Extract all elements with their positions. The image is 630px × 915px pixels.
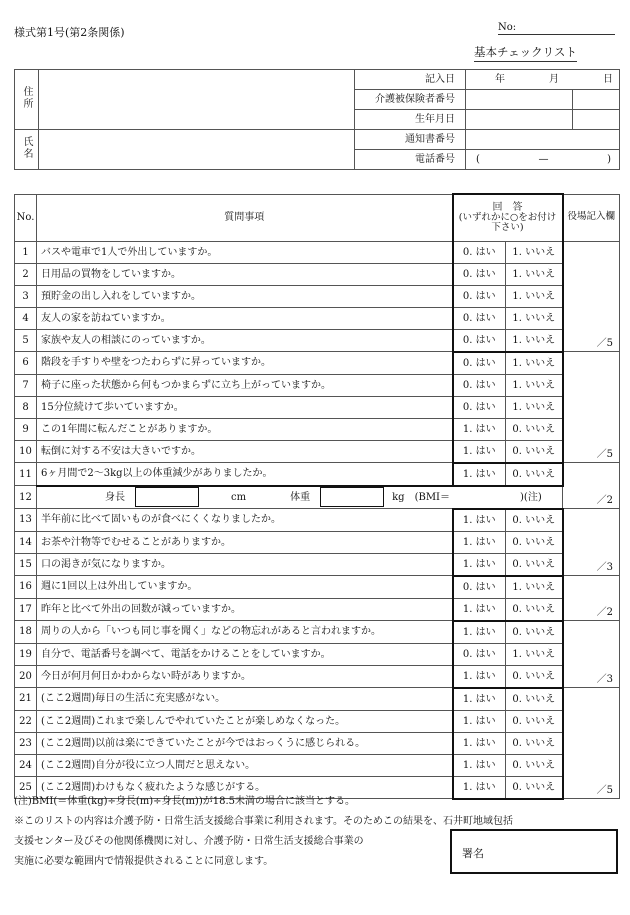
answer-option-2[interactable]: 0. いいえ	[506, 754, 563, 776]
row-number: 25	[15, 776, 37, 799]
notice-number-field[interactable]	[466, 130, 620, 150]
col-header-question: 質問事項	[37, 194, 453, 241]
question-text: 昨年と比べて外出の回数が減っていますか。	[37, 598, 453, 621]
answer-option-2[interactable]: 1. いいえ	[506, 643, 563, 665]
question-text: 階段を手すりや壁をつたわらずに昇っていますか。	[37, 352, 453, 375]
signature-field[interactable]	[450, 829, 618, 874]
bmi-note-ref: )(注)	[520, 491, 542, 503]
answer-option-2[interactable]: 0. いいえ	[506, 463, 563, 486]
consent-note-line-3: 実施に必要な範囲内で情報提供されることに同意します。	[14, 856, 274, 867]
insured-number-field[interactable]	[466, 90, 573, 110]
table-row	[15, 329, 620, 352]
applicant-info-table	[14, 69, 620, 170]
answer-option-2[interactable]: 0. いいえ	[506, 688, 563, 711]
row-number: 8	[15, 396, 37, 418]
row-number: 3	[15, 285, 37, 307]
answer-option-1[interactable]: 0. はい	[453, 307, 506, 329]
question-text: (ここ2週間)自分が役に立つ人間だと思えない。	[37, 754, 453, 776]
office-score-field[interactable]: ／5	[563, 688, 620, 799]
table-row	[15, 263, 620, 285]
table-row	[15, 307, 620, 329]
address-field[interactable]	[39, 70, 355, 130]
kg-unit: kg	[392, 491, 405, 503]
table-row	[15, 396, 620, 418]
answer-option-2[interactable]: 1. いいえ	[506, 307, 563, 329]
entry-date-label: 記入日	[355, 70, 466, 90]
question-text: (ここ2週間)これまで楽しんでやれていたことが楽しめなくなった。	[37, 710, 453, 732]
table-row	[15, 643, 620, 665]
question-text: 6ヶ月間で2～3kg以上の体重減少がありましたか。	[37, 463, 453, 486]
table-row	[15, 688, 620, 711]
question-text: お茶や汁物等でむせることがありますか。	[37, 531, 453, 553]
answer-option-1[interactable]: 1. はい	[453, 598, 506, 621]
birth-date-field[interactable]	[466, 110, 573, 130]
bmi-label: (BMI＝	[414, 491, 451, 503]
table-row	[15, 621, 620, 644]
weight-label: 体重	[290, 491, 311, 503]
row-number: 5	[15, 329, 37, 352]
table-row	[15, 576, 620, 599]
answer-option-2[interactable]: 0. いいえ	[506, 776, 563, 799]
year-label: 年	[495, 74, 505, 85]
question-text: 今日が何月何日かわからない時がありますか。	[37, 665, 453, 688]
month-label: 月	[549, 74, 559, 85]
table-row	[15, 598, 620, 621]
answer-option-1[interactable]: 0. はい	[453, 285, 506, 307]
form-number: 様式第1号(第2条関係)	[14, 26, 125, 39]
table-row	[15, 463, 620, 486]
table-row	[15, 418, 620, 440]
answer-option-2[interactable]: 1. いいえ	[506, 263, 563, 285]
answer-option-2[interactable]: 0. いいえ	[506, 598, 563, 621]
answer-option-1[interactable]: 0. はい	[453, 329, 506, 352]
answer-option-1[interactable]: 1. はい	[453, 776, 506, 799]
height-input[interactable]	[135, 487, 199, 507]
answer-option-1[interactable]: 0. はい	[453, 374, 506, 396]
table-row	[15, 732, 620, 754]
row-number: 13	[15, 509, 37, 532]
bmi-row	[37, 486, 563, 509]
cm-unit: cm	[231, 491, 247, 503]
answer-option-1[interactable]: 1. はい	[453, 463, 506, 486]
consent-note-line-2: 支援センター及びその他関係機関に対し、介護予防・日常生活支援総合事業の	[14, 836, 364, 847]
answer-option-2[interactable]: 0. いいえ	[506, 531, 563, 553]
answer-option-1[interactable]: 0. はい	[453, 241, 506, 263]
phone-field[interactable]: ( — )	[466, 150, 620, 170]
table-row	[15, 509, 620, 532]
address-label: 住所	[15, 70, 39, 130]
office-score-field[interactable]: ／3	[563, 621, 620, 688]
answer-option-2[interactable]: 0. いいえ	[506, 621, 563, 644]
col-header-office: 役場記入欄	[563, 194, 620, 241]
checklist-table	[14, 193, 620, 800]
answer-option-1[interactable]: 1. はい	[453, 418, 506, 440]
weight-input[interactable]	[320, 487, 384, 507]
question-text: 転倒に対する不安は大きいですか。	[37, 440, 453, 463]
question-text: 半年前に比べて固いものが食べにくくなりましたか。	[37, 509, 453, 532]
answer-option-1[interactable]: 1. はい	[453, 732, 506, 754]
answer-option-2[interactable]: 0. いいえ	[506, 553, 563, 576]
answer-option-2[interactable]: 0. いいえ	[506, 732, 563, 754]
table-row	[15, 553, 620, 576]
row-number: 4	[15, 307, 37, 329]
row-number: 14	[15, 531, 37, 553]
row-number: 21	[15, 688, 37, 711]
answer-option-1[interactable]: 0. はい	[453, 643, 506, 665]
answer-option-1[interactable]: 1. はい	[453, 531, 506, 553]
notice-number-label: 通知書番号	[355, 130, 466, 150]
question-text: 週に1回以上は外出していますか。	[37, 576, 453, 599]
answer-option-1[interactable]: 1. はい	[453, 754, 506, 776]
question-text: バスや電車で1人で外出していますか。	[37, 241, 453, 263]
row-number: 15	[15, 553, 37, 576]
question-text: 家族や友人の相談にのっていますか。	[37, 329, 453, 352]
signature-label: 署名	[462, 847, 484, 860]
row-number: 2	[15, 263, 37, 285]
record-number-field[interactable]: No:	[498, 22, 615, 35]
answer-option-2[interactable]: 1. いいえ	[506, 329, 563, 352]
col-header-no: No.	[15, 194, 37, 241]
answer-option-2[interactable]: 1. いいえ	[506, 352, 563, 375]
question-text: 口の渇きが気になりますか。	[37, 553, 453, 576]
answer-option-2[interactable]: 0. いいえ	[506, 665, 563, 688]
office-score-field[interactable]: ／5	[563, 352, 620, 463]
answer-option-2[interactable]: 0. いいえ	[506, 418, 563, 440]
answer-option-1[interactable]: 1. はい	[453, 553, 506, 576]
table-row	[15, 754, 620, 776]
birth-date-field-2[interactable]	[573, 110, 620, 130]
row-number: 18	[15, 621, 37, 644]
answer-option-2[interactable]: 1. いいえ	[506, 285, 563, 307]
question-text: この1年間に転んだことがありますか。	[37, 418, 453, 440]
table-row	[15, 665, 620, 688]
office-score-field[interactable]: ／5	[563, 241, 620, 352]
table-row	[15, 352, 620, 375]
table-row	[15, 374, 620, 396]
office-score-field[interactable]: ／2	[563, 576, 620, 621]
phone-label: 電話番号	[355, 150, 466, 170]
question-text: (ここ2週間)毎日の生活に充実感がない。	[37, 688, 453, 711]
answer-option-1[interactable]: 1. はい	[453, 509, 506, 532]
entry-date-field[interactable]	[466, 70, 620, 90]
page-title: 基本チェックリスト	[474, 44, 577, 62]
table-row	[15, 285, 620, 307]
day-label: 日	[603, 74, 613, 85]
question-text: 周りの人から「いつも同じ事を聞く」などの物忘れがあると言われますか。	[37, 621, 453, 644]
office-score-field[interactable]: ／2	[563, 463, 620, 509]
answer-option-2[interactable]: 0. いいえ	[506, 509, 563, 532]
row-number: 1	[15, 241, 37, 263]
question-text: 椅子に座った状態から何もつかまらずに立ち上がっていますか。	[37, 374, 453, 396]
answer-option-1[interactable]: 1. はい	[453, 665, 506, 688]
table-row	[15, 486, 620, 509]
answer-option-1[interactable]: 0. はい	[453, 576, 506, 599]
answer-option-1[interactable]: 1. はい	[453, 710, 506, 732]
row-number: 19	[15, 643, 37, 665]
question-text: 友人の家を訪ねていますか。	[37, 307, 453, 329]
question-text: 預貯金の出し入れをしていますか。	[37, 285, 453, 307]
answer-option-2[interactable]: 1. いいえ	[506, 576, 563, 599]
col-header-answer: 回 答 (いずれかに○をお付け下さい)	[453, 194, 563, 241]
answer-option-2[interactable]: 1. いいえ	[506, 241, 563, 263]
row-number: 12	[15, 486, 37, 509]
table-row	[15, 531, 620, 553]
question-text: 自分で、電話番号を調べて、電話をかけることをしていますか。	[37, 643, 453, 665]
name-field[interactable]	[39, 130, 355, 170]
question-text: 15分位続けて歩いていますか。	[37, 396, 453, 418]
bmi-note: (注)BMI(＝体重(kg)÷身長(m)÷身長(m))が18.5未満の場合に該当とする。	[14, 796, 356, 807]
row-number: 16	[15, 576, 37, 599]
row-number: 6	[15, 352, 37, 375]
answer-option-1[interactable]: 0. はい	[453, 263, 506, 285]
table-row	[15, 241, 620, 263]
row-number: 24	[15, 754, 37, 776]
table-row	[15, 710, 620, 732]
answer-option-2[interactable]: 1. いいえ	[506, 374, 563, 396]
row-number: 7	[15, 374, 37, 396]
question-text: (ここ2週間)以前は楽にできていたことが今ではおっくうに感じられる。	[37, 732, 453, 754]
office-score-field[interactable]: ／3	[563, 509, 620, 576]
row-number: 11	[15, 463, 37, 486]
consent-note-line-1: ※このリストの内容は介護予防・日常生活支援総合事業に利用されます。そのためこの結果を、石井町地域包括	[14, 816, 513, 827]
row-number: 17	[15, 598, 37, 621]
answer-option-2[interactable]: 0. いいえ	[506, 440, 563, 463]
row-number: 9	[15, 418, 37, 440]
height-label: 身長	[105, 491, 125, 503]
answer-option-1[interactable]: 0. はい	[453, 352, 506, 375]
question-text: (ここ2週間)わけもなく疲れたような感じがする。	[37, 776, 453, 799]
table-row	[15, 440, 620, 463]
row-number: 20	[15, 665, 37, 688]
answer-option-1[interactable]: 0. はい	[453, 396, 506, 418]
answer-option-2[interactable]: 0. いいえ	[506, 710, 563, 732]
row-number: 23	[15, 732, 37, 754]
question-text: 日用品の買物をしていますか。	[37, 263, 453, 285]
row-number: 22	[15, 710, 37, 732]
answer-option-1[interactable]: 1. はい	[453, 621, 506, 644]
name-label: 氏名	[15, 130, 39, 170]
insured-number-label: 介護被保険者番号	[355, 90, 466, 110]
answer-option-1[interactable]: 1. はい	[453, 688, 506, 711]
birth-date-label: 生年月日	[355, 110, 466, 130]
answer-option-1[interactable]: 1. はい	[453, 440, 506, 463]
insured-number-field-2[interactable]	[573, 90, 620, 110]
row-number: 10	[15, 440, 37, 463]
answer-option-2[interactable]: 1. いいえ	[506, 396, 563, 418]
